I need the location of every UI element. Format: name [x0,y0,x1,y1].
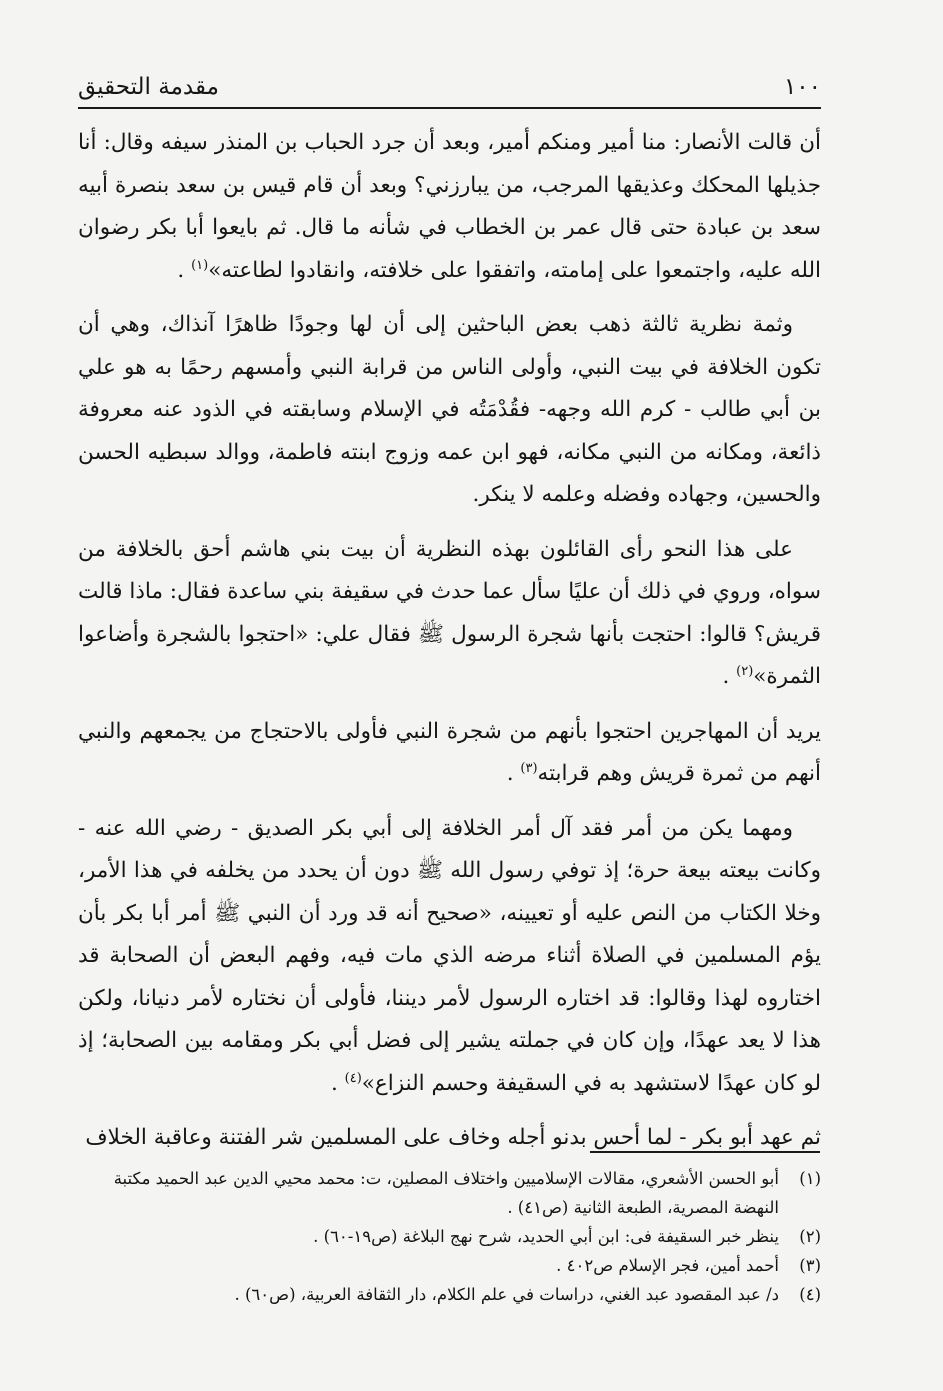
page-number: ١٠٠ [783,74,821,100]
page-header [78,70,821,104]
footnote-number: (١) [799,1169,821,1188]
paragraph: على هذا النحو رأى القائلون بهذه النظرية أن بيت بني هاشم أحق بالخلافة من سواه، وروي في ذلك أن عليًا سأل عما حدث في سقيفة بني ساعدة فقال: ماذا قالت قريش؟ قالوا: احتجت بأنها شجرة الرسول ﷺ فقال علي: «احتجوا بالشجرة وأضاعوا الثمرة»$^{(٢)}$ . [78,536,821,689]
footnote-separator [590,1151,820,1153]
footnotes [78,1164,821,1309]
footnote [78,1164,821,1222]
footnote-ref[interactable]: (١) [191,257,209,273]
footnote [78,1280,821,1309]
footnote-number: (٤) [799,1285,821,1304]
paragraph: يريد أن المهاجرين احتجوا بأنهم من شجرة النبي فأولى بالاحتجاج من يجمعهم والنبي أنهم من ثمرة قريش وهم قرابته$^{(٣)}$ . [78,718,821,786]
footnote-number: (٢) [799,1227,821,1246]
main-text [78,122,821,1172]
footnote-number: (٣) [799,1256,821,1275]
paragraph: ومهما يكن من أمر فقد آل أمر الخلافة إلى أبي بكر الصديق - رضي الله عنه - وكانت بيعته بيعة حرة؛ إذ توفي رسول الله ﷺ دون أن يحدد من يخلفه في هذا الأمر، وخلا الكتاب من النص عليه أو تعيينه، «صحيح أنه قد ورد أن النبي ﷺ أمر أبا بكر بأن يؤم المسلمين في الصلاة أثناء مرضه الذي مات فيه، وفهم البعض أن الصحابة قد اختاروه لهذا وقالوا: قد اختاره الرسول لأمر ديننا، فأولى أن نختاره لأمر دنيانا، ولكن هذا لا يعد عهدًا، وإن كان في جملته يشير إلى فضل أبي بكر ومقامه بين الصحابة؛ إذ لو كان عهدًا لاستشهد به في السقيفة وحسم النزاع»$^{(٤)}$ . [78,815,821,1096]
footnote-text: أحمد أمين، فجر الإسلام ص٤٠٢ . [556,1256,779,1275]
footnote-text: أبو الحسن الأشعري، مقالات الإسلاميين واختلاف المصلين، ت: محمد محيي الدين عبد الحميد مكتبة النهضة المصرية، الطبعة الثانية (ص٤١) . [113,1169,779,1217]
footnote-text: د/ عبد المقصود عبد الغني، دراسات في علم الكلام، دار الثقافة العربية، (ص٦٠) . [234,1285,779,1304]
paragraph: أن قالت الأنصار: منا أمير ومنكم أمير، وبعد أن جرد الحباب بن المنذر سيفه وقال: أنا جذيلها المحكك وعذيقها المرجب، من يبارزني؟ وبعد أن قام قيس بن سعد بنصرة أبيه سعد بن عبادة حتى قال عمر بن الخطاب في شأنه ما قال. ثم بايعوا أبا بكر رضوان الله عليه، واجتمعوا على إمامته، واتفقوا على خلافته، وانقادوا لطاعته»$^{(١)}$ . [78,130,821,283]
footnote-text: ينظر خبر السقيفة فى: ابن أبي الحديد، شرح نهج البلاغة (ص١٩-٦٠) . [313,1227,779,1246]
paragraph: وثمة نظرية ثالثة ذهب بعض الباحثين إلى أن لها وجودًا ظاهرًا آنذاك، وهي أن تكون الخلافة في بيت النبي، وأولى الناس من قرابة النبي وأمسهم رحمًا به هو علي بن أبي طالب - كرم الله وجهه- فقُدْمَتُه في الإسلام وسابقته في الذود عنه معروفة ذائعة، ومكانه من النبي مكانه، فهو ابن عمه وزوج ابنته فاطمة، ووالد سبطيه الحسن والحسين، وجهاده وفضله وعلمه لا ينكر. [78,312,821,507]
header-rule [78,107,821,109]
footnote [78,1222,821,1251]
footnote-ref[interactable]: (٢) [736,663,754,679]
paragraph: ثم عهد أبو بكر - لما أحس بدنو أجله وخاف على المسلمين شر الفتنة وعاقبة الخلاف [85,1125,821,1150]
footnote [78,1251,821,1280]
running-title: مقدمة التحقيق [78,74,219,100]
footnote-ref[interactable]: (٣) [520,760,538,776]
footnote-ref[interactable]: (٤) [344,1070,362,1086]
